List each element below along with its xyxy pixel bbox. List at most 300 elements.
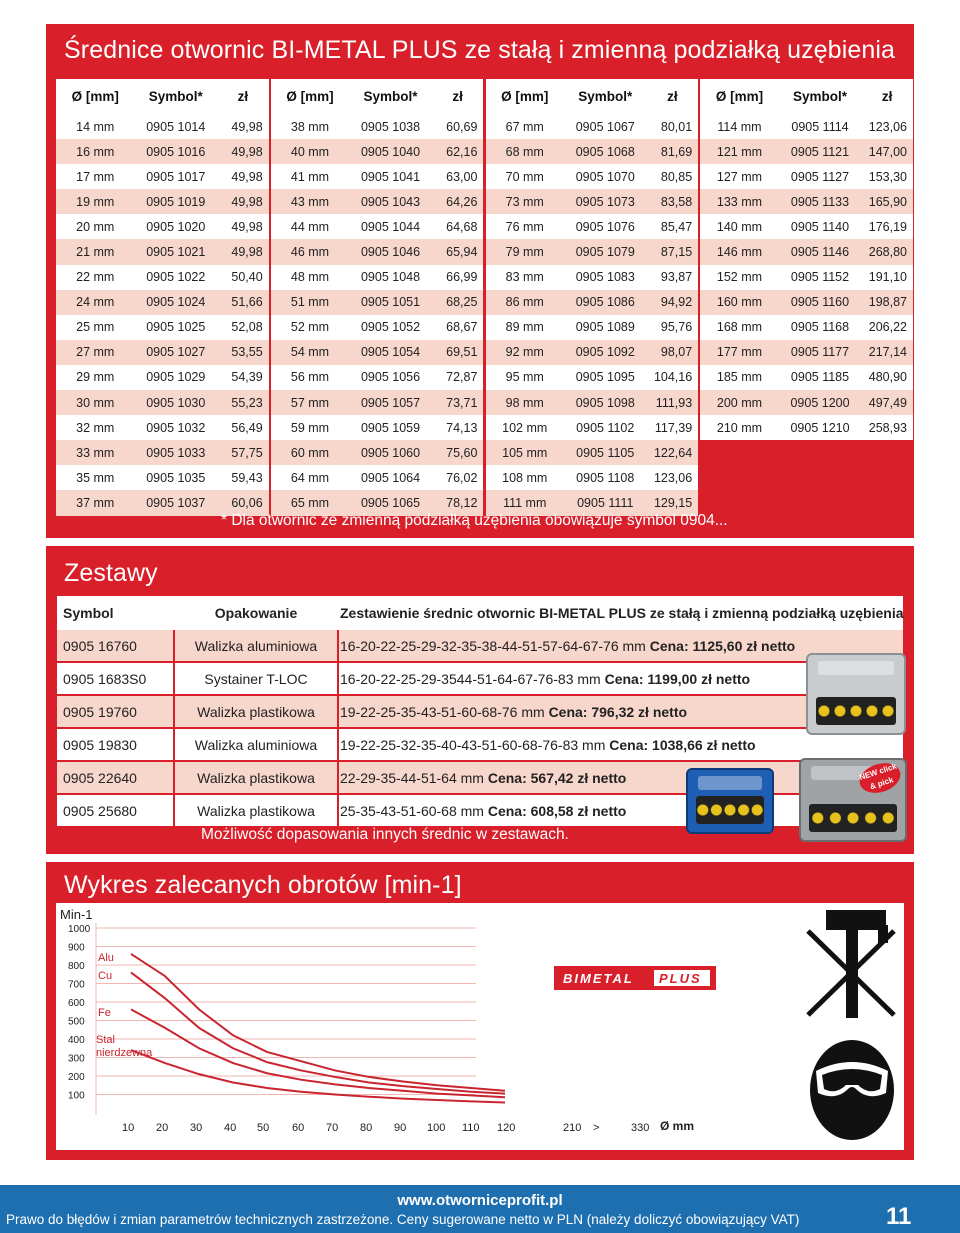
symbol-cell: 0905 1024 — [134, 290, 217, 315]
symbol-cell: 0905 1052 — [349, 315, 432, 340]
systainer-case-image — [806, 653, 906, 735]
section-title-kits: Zestawy — [64, 559, 158, 587]
kit-row — [57, 762, 903, 793]
x-tick-label: 40 — [224, 1122, 237, 1134]
x-tick-label: > — [593, 1122, 600, 1134]
diameter-cell: 114 mm — [700, 114, 778, 139]
kit-sizes: 25-35-43-51-60-68 mm — [340, 803, 484, 819]
price-cell: 66,99 — [432, 265, 484, 290]
table-row — [56, 415, 913, 440]
diameter-cell: 14 mm — [56, 114, 134, 139]
symbol-cell: 0905 1035 — [134, 465, 217, 490]
series-label: Stal — [96, 1034, 115, 1046]
diameter-cell: 121 mm — [700, 139, 778, 164]
column-header: Ø [mm] — [486, 79, 564, 114]
price-cell: 111,93 — [647, 390, 699, 415]
column-header: Symbol* — [564, 79, 647, 114]
price-cell: 73,71 — [432, 390, 484, 415]
chart-series — [131, 954, 505, 1103]
y-tick-labels — [68, 924, 91, 1102]
kit-row — [57, 795, 903, 826]
symbol-cell: 0905 1017 — [134, 164, 217, 189]
table-row — [56, 214, 913, 239]
symbol-cell: 0905 1108 — [564, 465, 647, 490]
diameter-cell: 86 mm — [486, 290, 564, 315]
price-cell: 51,66 — [217, 290, 269, 315]
x-tick-label: 10 — [122, 1122, 135, 1134]
symbol-cell: 0905 1086 — [564, 290, 647, 315]
symbol-cell: 0905 1070 — [564, 164, 647, 189]
price-cell: 83,58 — [647, 189, 699, 214]
diameter-cell: 70 mm — [486, 164, 564, 189]
kit-description — [340, 671, 750, 687]
price-cell: 206,22 — [861, 315, 913, 340]
symbol-cell: 0905 1102 — [564, 415, 647, 440]
diameter-cell: 67 mm — [486, 114, 564, 139]
price-cell: 176,19 — [861, 214, 913, 239]
price-cell: 81,69 — [647, 139, 699, 164]
price-cell: 54,39 — [217, 365, 269, 390]
diameter-cell: 98 mm — [486, 390, 564, 415]
kit-sizes: 19-22-25-35-43-51-60-68-76 mm — [340, 704, 545, 720]
diameter-cell: 210 mm — [700, 415, 778, 440]
chart-gridlines — [96, 923, 476, 1115]
price-cell: 60,06 — [217, 490, 269, 515]
table-row — [56, 390, 913, 415]
safety-goggles-icon — [810, 1040, 894, 1140]
x-tick-label: 20 — [156, 1122, 169, 1134]
price-cell: 217,14 — [861, 340, 913, 365]
symbol-cell: 0905 1068 — [564, 139, 647, 164]
diameter-cell: 133 mm — [700, 189, 778, 214]
symbol-cell — [779, 465, 862, 490]
price-cell: 64,26 — [432, 189, 484, 214]
symbol-cell: 0905 1033 — [134, 440, 217, 465]
x-tick-label: 60 — [292, 1122, 305, 1134]
price-cell — [861, 490, 913, 515]
symbol-cell: 0905 1121 — [779, 139, 862, 164]
price-cell: 52,08 — [217, 315, 269, 340]
price-cell: 87,15 — [647, 239, 699, 264]
kits-divider — [173, 630, 175, 828]
kit-price: Cena: 608,58 zł netto — [487, 803, 627, 819]
symbol-cell: 0905 1111 — [564, 490, 647, 515]
kit-packaging: Walizka aluminiowa — [194, 737, 318, 753]
price-cell: 50,40 — [217, 265, 269, 290]
price-cell: 59,43 — [217, 465, 269, 490]
symbol-cell: 0905 1067 — [564, 114, 647, 139]
price-cell: 76,02 — [432, 465, 484, 490]
section-title-chart: Wykres zalecanych obrotów [min-1] — [64, 871, 462, 899]
rpm-chart — [56, 903, 904, 1150]
bimetal-plus-logo — [554, 966, 716, 990]
series-label: Fe — [98, 1007, 111, 1019]
diameter-cell: 48 mm — [271, 265, 349, 290]
symbol-cell: 0905 1073 — [564, 189, 647, 214]
diameter-cell: 95 mm — [486, 365, 564, 390]
diameter-cell: 29 mm — [56, 365, 134, 390]
kits-table — [57, 596, 903, 828]
kit-packaging: Walizka plastikowa — [197, 704, 315, 720]
symbol-cell: 0905 1092 — [564, 340, 647, 365]
aluminium-case-image — [799, 758, 907, 842]
diameter-cell — [700, 465, 778, 490]
price-cell: 55,23 — [217, 390, 269, 415]
price-cell: 78,12 — [432, 490, 484, 515]
table-row — [56, 139, 913, 164]
price-cell: 60,69 — [432, 114, 484, 139]
kits-header-packaging: Opakowanie — [214, 605, 298, 621]
symbol-cell — [779, 440, 862, 465]
symbol-cell: 0905 1140 — [779, 214, 862, 239]
kit-symbol: 0905 19830 — [63, 737, 137, 753]
symbol-cell: 0905 1037 — [134, 490, 217, 515]
symbol-cell: 0905 1030 — [134, 390, 217, 415]
kits-header-row — [57, 596, 903, 630]
diameter-cell: 68 mm — [486, 139, 564, 164]
price-cell: 129,15 — [647, 490, 699, 515]
x-tick-label: 80 — [360, 1122, 373, 1134]
diameter-cell: 60 mm — [271, 440, 349, 465]
diameter-cell: 40 mm — [271, 139, 349, 164]
price-cell: 49,98 — [217, 114, 269, 139]
kit-packaging: Walizka plastikowa — [197, 770, 315, 786]
y-tick-label: 300 — [68, 1053, 85, 1065]
symbol-cell: 0905 1032 — [134, 415, 217, 440]
symbol-cell: 0905 1020 — [134, 214, 217, 239]
series-label: Cu — [98, 970, 113, 982]
symbol-cell: 0905 1051 — [349, 290, 432, 315]
kits-divider — [337, 630, 339, 828]
diameter-cell: 64 mm — [271, 465, 349, 490]
diameter-cell: 65 mm — [271, 490, 349, 515]
price-cell: 147,00 — [861, 139, 913, 164]
new-badge: NEW click & pick — [856, 758, 905, 798]
column-header: zł — [647, 79, 699, 114]
table-row — [56, 440, 913, 465]
price-cell: 49,98 — [217, 214, 269, 239]
price-cell: 258,93 — [861, 415, 913, 440]
table-row — [56, 189, 913, 214]
column-header: Symbol* — [349, 79, 432, 114]
diameter-cell: 17 mm — [56, 164, 134, 189]
price-cell: 94,92 — [647, 290, 699, 315]
diameter-cell: 38 mm — [271, 114, 349, 139]
symbol-cell: 0905 1065 — [349, 490, 432, 515]
symbol-cell: 0905 1056 — [349, 365, 432, 390]
x-tick-label: 330 — [631, 1122, 650, 1134]
price-cell: 123,06 — [861, 114, 913, 139]
symbol-cell: 0905 1019 — [134, 189, 217, 214]
logo-text-right: PLUS — [659, 971, 702, 986]
price-cell: 122,64 — [647, 440, 699, 465]
symbol-cell: 0905 1177 — [779, 340, 862, 365]
symbol-cell: 0905 1076 — [564, 214, 647, 239]
kits-header-symbol: Symbol — [63, 605, 114, 621]
symbol-cell: 0905 1025 — [134, 315, 217, 340]
diameter-cell: 43 mm — [271, 189, 349, 214]
kit-price: Cena: 1038,66 zł netto — [609, 737, 756, 753]
price-cell: 68,25 — [432, 290, 484, 315]
kit-symbol: 0905 16760 — [63, 638, 137, 654]
price-cell: 74,13 — [432, 415, 484, 440]
price-cell: 65,94 — [432, 239, 484, 264]
symbol-cell: 0905 1098 — [564, 390, 647, 415]
symbol-cell: 0905 1048 — [349, 265, 432, 290]
diameter-cell: 22 mm — [56, 265, 134, 290]
diameter-cell: 140 mm — [700, 214, 778, 239]
kit-price: Cena: 567,42 zł netto — [487, 770, 627, 786]
price-cell: 49,98 — [217, 189, 269, 214]
diameter-cell: 73 mm — [486, 189, 564, 214]
price-cell: 49,98 — [217, 239, 269, 264]
price-cell — [861, 440, 913, 465]
section-title-diameters: Średnice otwornic BI-METAL PLUS ze stałą i zmienną podziałką uzębienia — [64, 36, 896, 64]
kit-description — [340, 704, 687, 720]
diameter-cell: 76 mm — [486, 214, 564, 239]
kit-sizes: 22-29-35-44-51-64 mm — [340, 770, 484, 786]
price-cell: 56,49 — [217, 415, 269, 440]
table-row — [56, 239, 913, 264]
price-cell: 62,16 — [432, 139, 484, 164]
diameter-cell: 21 mm — [56, 239, 134, 264]
price-cell: 104,16 — [647, 365, 699, 390]
symbol-cell: 0905 1016 — [134, 139, 217, 164]
symbol-cell: 0905 1040 — [349, 139, 432, 164]
symbol-footnote: * Dla otwornic ze zmienną podziałką uzębienia obowiązuje symbol 0904... — [221, 512, 728, 529]
price-cell: 63,00 — [432, 164, 484, 189]
logo-text-left: BIMETAL — [563, 971, 634, 986]
price-cell: 123,06 — [647, 465, 699, 490]
symbol-cell: 0905 1146 — [779, 239, 862, 264]
no-hammer-icon — [808, 910, 894, 1018]
kit-packaging: Walizka plastikowa — [197, 803, 315, 819]
kit-packaging: Systainer T-LOC — [204, 671, 308, 687]
column-header: Ø [mm] — [700, 79, 778, 114]
y-tick-label: 600 — [68, 998, 85, 1009]
price-cell: 268,80 — [861, 239, 913, 264]
kit-row — [57, 663, 903, 694]
website-link[interactable]: www.otworniceprofit.pl — [397, 1192, 563, 1209]
column-header: Ø [mm] — [271, 79, 349, 114]
symbol-cell: 0905 1014 — [134, 114, 217, 139]
symbol-cell — [779, 490, 862, 515]
symbol-cell: 0905 1044 — [349, 214, 432, 239]
diameter-cell: 51 mm — [271, 290, 349, 315]
diameter-cell: 52 mm — [271, 315, 349, 340]
table-row — [56, 465, 913, 490]
kits-custom-note: Możliwość dopasowania innych średnic w zestawach. — [201, 826, 569, 843]
symbol-cell: 0905 1168 — [779, 315, 862, 340]
diameter-cell: 35 mm — [56, 465, 134, 490]
symbol-cell: 0905 1200 — [779, 390, 862, 415]
table-row — [56, 365, 913, 390]
y-tick-label: 900 — [68, 942, 85, 954]
symbol-cell: 0905 1029 — [134, 365, 217, 390]
table-row — [56, 164, 913, 189]
column-header: Symbol* — [779, 79, 862, 114]
price-cell: 64,68 — [432, 214, 484, 239]
y-tick-label: 400 — [68, 1035, 85, 1046]
kit-description — [340, 803, 626, 819]
column-header: zł — [861, 79, 913, 114]
symbol-cell: 0905 1022 — [134, 265, 217, 290]
diameters-table — [56, 79, 913, 516]
y-tick-label: 500 — [68, 1016, 85, 1028]
kit-row — [57, 696, 903, 727]
diameter-cell: 200 mm — [700, 390, 778, 415]
table-row — [56, 340, 913, 365]
kit-row — [57, 630, 903, 661]
price-cell: 85,47 — [647, 214, 699, 239]
symbol-cell: 0905 1059 — [349, 415, 432, 440]
kits-header-description: Zestawienie średnic otwornic BI-METAL PLUS ze stałą i zmienną podziałką uzębienia — [340, 605, 904, 621]
price-cell: 68,67 — [432, 315, 484, 340]
diameter-cell: 41 mm — [271, 164, 349, 189]
price-cell: 497,49 — [861, 390, 913, 415]
diameter-cell: 56 mm — [271, 365, 349, 390]
diameter-cell: 146 mm — [700, 239, 778, 264]
symbol-cell: 0905 1095 — [564, 365, 647, 390]
x-tick-labels — [122, 1122, 649, 1134]
kit-description — [340, 638, 795, 654]
kit-sizes: 16-20-22-25-29-3544-51-64-67-76-83 mm — [340, 671, 601, 687]
diameter-cell: 25 mm — [56, 315, 134, 340]
diameter-cell: 57 mm — [271, 390, 349, 415]
symbol-cell: 0905 1079 — [564, 239, 647, 264]
diameter-cell: 30 mm — [56, 390, 134, 415]
symbol-cell: 0905 1041 — [349, 164, 432, 189]
price-cell: 80,85 — [647, 164, 699, 189]
table-row — [56, 114, 913, 139]
hole-saw-diameters-panel — [46, 24, 914, 538]
x-tick-label: 110 — [462, 1122, 480, 1134]
price-cell: 480,90 — [861, 365, 913, 390]
symbol-cell: 0905 1064 — [349, 465, 432, 490]
symbol-cell: 0905 1089 — [564, 315, 647, 340]
price-cell: 49,98 — [217, 164, 269, 189]
symbol-cell: 0905 1210 — [779, 415, 862, 440]
table-row — [56, 315, 913, 340]
x-tick-label: 30 — [190, 1122, 203, 1134]
kit-description — [340, 737, 756, 753]
symbol-cell: 0905 1038 — [349, 114, 432, 139]
diameter-cell: 105 mm — [486, 440, 564, 465]
symbol-cell: 0905 1043 — [349, 189, 432, 214]
symbol-cell: 0905 1083 — [564, 265, 647, 290]
diameter-cell: 24 mm — [56, 290, 134, 315]
column-header: zł — [432, 79, 484, 114]
symbol-cell: 0905 1060 — [349, 440, 432, 465]
price-cell: 49,98 — [217, 139, 269, 164]
x-tick-label: 210 — [563, 1122, 582, 1134]
symbol-cell: 0905 1021 — [134, 239, 217, 264]
price-cell: 80,01 — [647, 114, 699, 139]
x-tick-label: 120 — [497, 1122, 516, 1134]
symbol-cell: 0905 1133 — [779, 189, 862, 214]
diameter-cell: 46 mm — [271, 239, 349, 264]
diameter-cell: 160 mm — [700, 290, 778, 315]
series-line — [131, 972, 505, 1093]
price-cell: 57,75 — [217, 440, 269, 465]
diameter-cell — [700, 440, 778, 465]
symbol-cell: 0905 1054 — [349, 340, 432, 365]
kit-price: Cena: 796,32 zł netto — [548, 704, 688, 720]
diameter-cell: 20 mm — [56, 214, 134, 239]
page-number: 11 — [886, 1203, 912, 1230]
diameter-cell: 54 mm — [271, 340, 349, 365]
kit-symbol: 0905 1683S0 — [63, 671, 147, 687]
diameter-cell: 59 mm — [271, 415, 349, 440]
symbol-cell: 0905 1152 — [779, 265, 862, 290]
series-label: nierdzewna — [96, 1047, 153, 1059]
y-tick-label: 100 — [68, 1090, 85, 1102]
diameter-cell: 83 mm — [486, 265, 564, 290]
price-cell: 69,51 — [432, 340, 484, 365]
diameter-cell: 102 mm — [486, 415, 564, 440]
diameter-cell: 108 mm — [486, 465, 564, 490]
y-tick-label: 800 — [68, 961, 85, 972]
page-footer — [0, 1185, 960, 1233]
kit-symbol: 0905 22640 — [63, 770, 137, 786]
x-axis-label: Ø mm — [660, 1119, 695, 1133]
chart-area — [56, 903, 904, 1150]
series-labels — [96, 952, 153, 1059]
kit-symbol: 0905 25680 — [63, 803, 137, 819]
column-header: Symbol* — [134, 79, 217, 114]
symbol-cell: 0905 1160 — [779, 290, 862, 315]
kit-price: Cena: 1125,60 zł netto — [649, 638, 796, 654]
legal-notice: Prawo do błędów i zmian parametrów technicznych zastrzeżone. Ceny sugerowane netto w PLN (należy doliczyć obowiązujący VAT) — [6, 1212, 800, 1227]
symbol-cell: 0905 1057 — [349, 390, 432, 415]
y-axis-label: Min-1 — [60, 907, 93, 922]
diameter-cell: 89 mm — [486, 315, 564, 340]
price-cell: 198,87 — [861, 290, 913, 315]
series-label: Alu — [98, 952, 114, 964]
price-cell: 75,60 — [432, 440, 484, 465]
diameter-cell: 44 mm — [271, 214, 349, 239]
kit-sizes: 16-20-22-25-29-32-35-38-44-51-57-64-67-76 mm — [340, 638, 646, 654]
diameter-cell: 16 mm — [56, 139, 134, 164]
diameter-cell: 33 mm — [56, 440, 134, 465]
x-tick-label: 50 — [257, 1122, 270, 1134]
price-cell: 93,87 — [647, 265, 699, 290]
symbol-cell: 0905 1127 — [779, 164, 862, 189]
price-cell: 165,90 — [861, 189, 913, 214]
diameter-cell: 79 mm — [486, 239, 564, 264]
diameter-cell: 37 mm — [56, 490, 134, 515]
symbol-cell: 0905 1185 — [779, 365, 862, 390]
diameter-cell: 111 mm — [486, 490, 564, 515]
diameter-cell: 19 mm — [56, 189, 134, 214]
symbol-cell: 0905 1046 — [349, 239, 432, 264]
symbol-cell: 0905 1114 — [779, 114, 862, 139]
kit-packaging: Walizka aluminiowa — [194, 638, 318, 654]
y-tick-label: 1000 — [68, 924, 91, 935]
kit-symbol: 0905 19760 — [63, 704, 137, 720]
diameter-cell: 168 mm — [700, 315, 778, 340]
rpm-chart-panel — [46, 862, 914, 1160]
column-header: zł — [217, 79, 269, 114]
table-row — [56, 290, 913, 315]
diameter-cell: 32 mm — [56, 415, 134, 440]
diameter-cell: 185 mm — [700, 365, 778, 390]
x-tick-label: 100 — [427, 1122, 446, 1134]
diameter-cell: 27 mm — [56, 340, 134, 365]
diameter-cell: 152 mm — [700, 265, 778, 290]
table-row — [56, 265, 913, 290]
symbol-cell: 0905 1105 — [564, 440, 647, 465]
